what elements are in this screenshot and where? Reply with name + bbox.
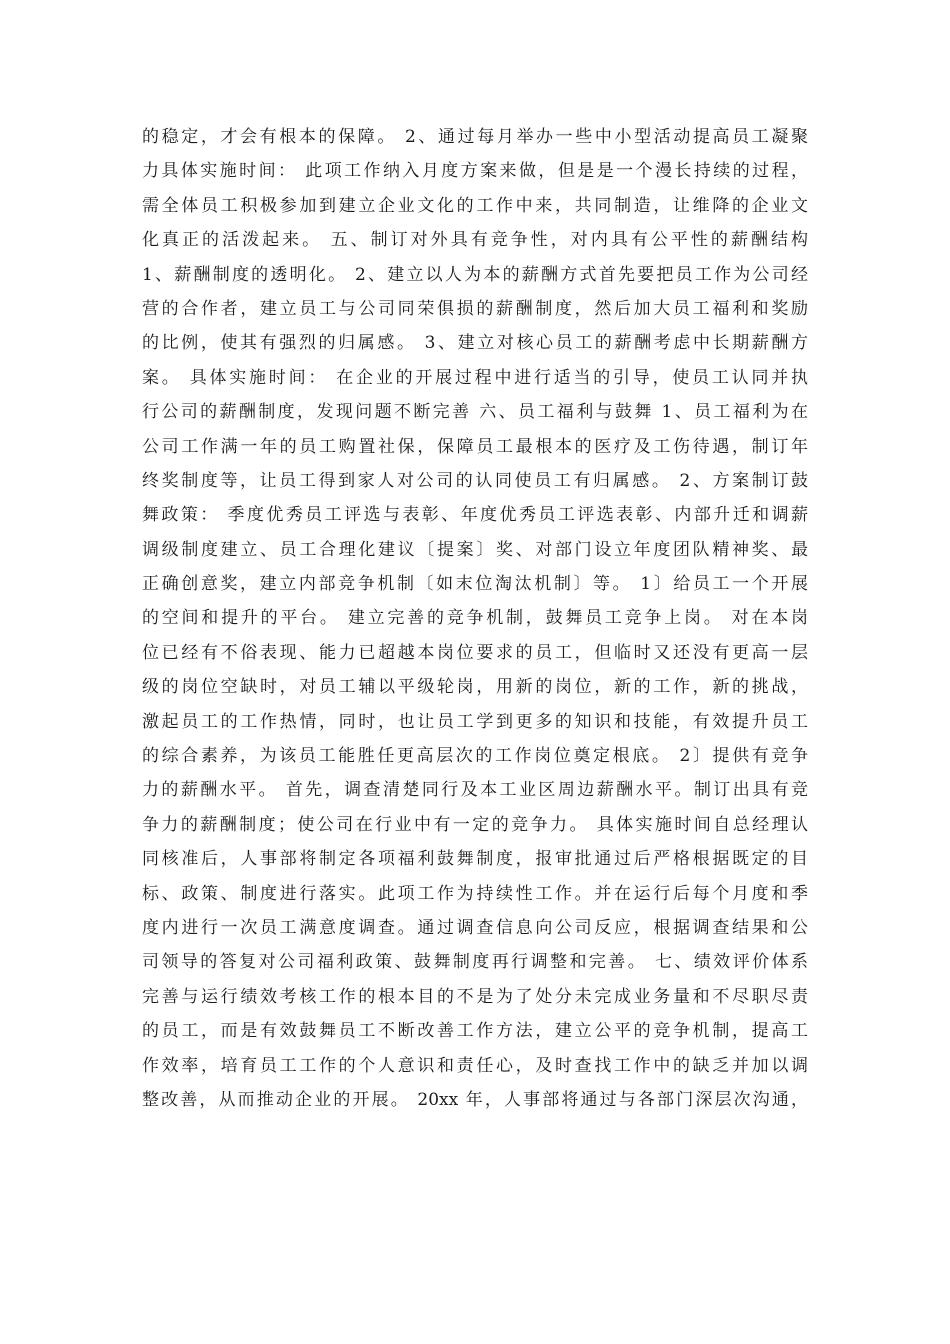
text-line: 的稳定，才会有根本的保障。 2、通过每月举办一些中小型活动提高员工凝聚 [142, 127, 808, 147]
text-line: 同核准后，人事部将制定各项福利鼓舞制度，报审批通过后严格根据既定的目 [142, 849, 808, 870]
text-line: 司领导的答复对公司福利政策、鼓舞制度再行调整和完善。 七、绩效评价体系 [142, 952, 808, 973]
text-line: 行公司的薪酬制度，发现问题不断完善 六、员工福利与鼓舞 1、员工福利为在 [142, 402, 808, 423]
text-line: 公司工作满一年的员工购置社保，保障员工最根本的医疗及工伤待遇，制订年 [142, 436, 808, 457]
text-line: 级的岗位空缺时，对员工辅以平级轮岗，用新的岗位，新的工作，新的挑战， [142, 677, 808, 698]
body-text [142, 120, 808, 1117]
text-line: 整改善，从而推动企业的开展。 20xx 年，人事部将通过与各部门深层次沟通， [142, 1089, 808, 1110]
text-line: 化真正的活泼起来。 五、制订对外具有竞争性，对内具有公平性的薪酬结构 [142, 230, 808, 251]
text-line: 争力的薪酬制度；使公司在行业中有一定的竞争力。 具体实施时间自总经理认 [142, 814, 808, 835]
text-line: 标、政策、制度进行落实。此项工作为持续性工作。并在运行后每个月度和季 [142, 883, 808, 904]
text-line: 度内进行一次员工满意度调查。通过调查信息向公司反应，根据调查结果和公 [142, 917, 808, 938]
text-line: 舞政策： 季度优秀员工评选与表彰、年度优秀员工评选表彰、内部升迁和调薪 [142, 505, 808, 526]
text-line: 终奖制度等，让员工得到家人对公司的认同使员工有归属感。 2、方案制订鼓 [142, 470, 808, 491]
text-line: 需全体员工积极参加到建立企业文化的工作中来，共同制造，让维降的企业文 [142, 195, 808, 216]
text-line: 的空间和提升的平台。 建立完善的竞争机制，鼓舞员工竞争上岗。 对在本岗 [142, 608, 808, 629]
text-line: 激起员工的工作热情，同时，也让员工学到更多的知识和技能，有效提升员工 [142, 711, 808, 732]
text-line: 力的薪酬水平。 首先，调查清楚同行及本工业区周边薪酬水平。制订出具有竞 [142, 780, 808, 801]
text-line: 力具体实施时间： 此项工作纳入月度方案来做，但是是一个漫长持续的过程， [142, 161, 808, 182]
text-line: 的比例，使其有强烈的归属感。 3、建立对核心员工的薪酬考虑中长期薪酬方 [142, 333, 808, 354]
text-line: 完善与运行绩效考核工作的根本目的不是为了处分未完成业务量和不尽职尽责 [142, 986, 808, 1007]
text-line: 案。 具体实施时间： 在企业的开展过程中进行适当的引导，使员工认同并执 [142, 367, 808, 388]
text-line: 1、薪酬制度的透明化。 2、建立以人为本的薪酬方式首先要把员工作为公司经 [142, 264, 808, 285]
text-line: 位已经有不俗表现、能力已超越本岗位要求的员工，但临时又还没有更高一层 [142, 642, 808, 663]
text-line: 营的合作者，建立员工与公司同荣俱损的薪酬制度，然后加大员工福利和奖励 [142, 298, 808, 319]
text-line: 调级制度建立、员工合理化建议〔提案〕奖、对部门设立年度团队精神奖、最 [142, 539, 808, 560]
text-line: 的综合素养，为该员工能胜任更高层次的工作岗位奠定根底。 2〕提供有竞争 [142, 746, 808, 767]
text-line: 作效率，培育员工工作的个人意识和责任心，及时查找工作中的缺乏并加以调 [142, 1055, 808, 1076]
text-line: 的员工，而是有效鼓舞员工不断改善工作方法，建立公平的竞争机制，提高工 [142, 1021, 808, 1042]
text-line: 正确创意奖，建立内部竞争机制〔如末位淘汰机制〕等。 1〕给员工一个开展 [142, 574, 808, 595]
